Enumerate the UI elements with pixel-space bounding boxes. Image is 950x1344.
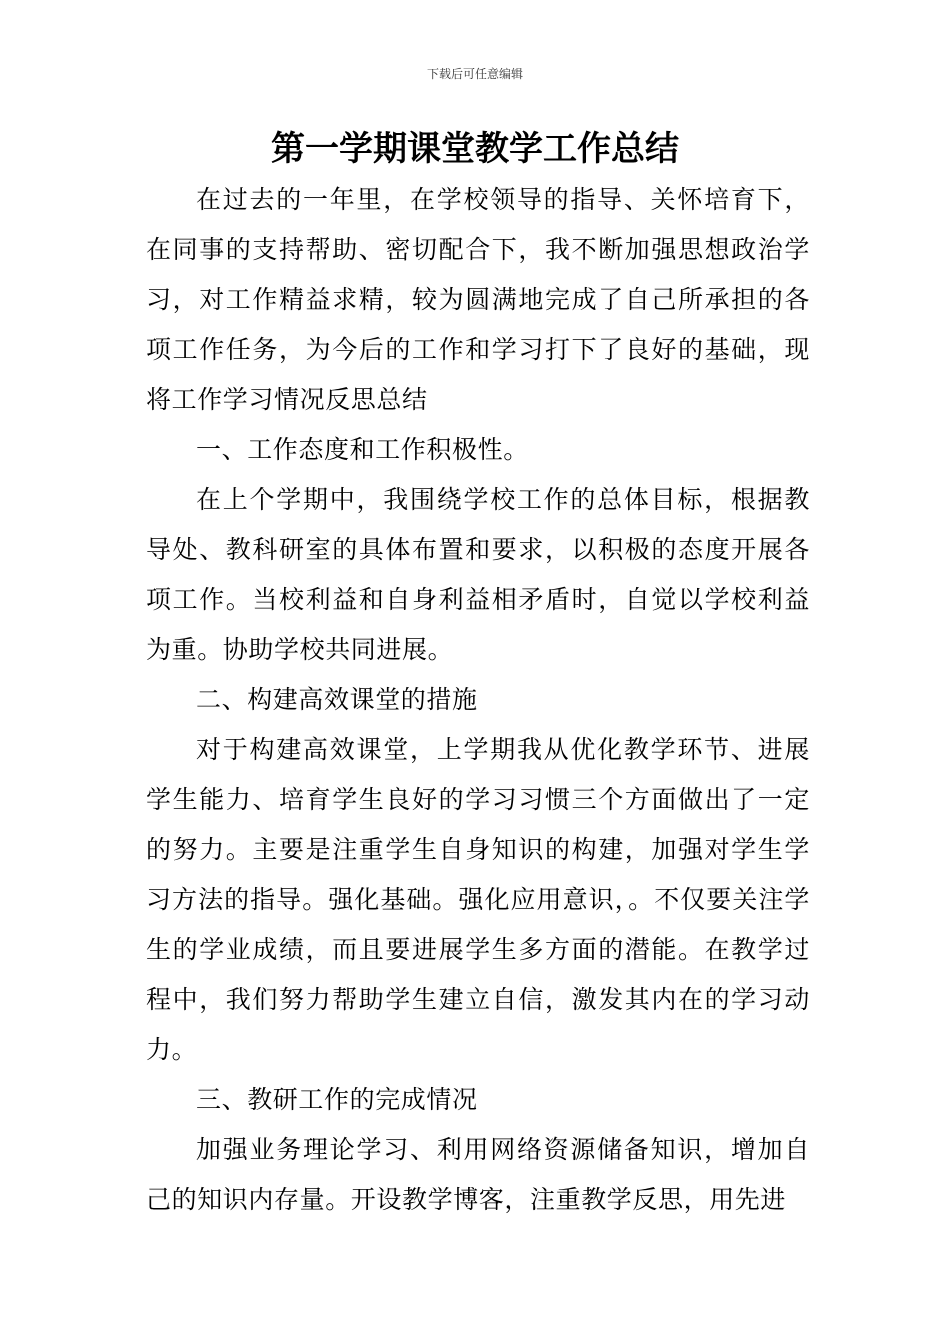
document-title: 第一学期课堂教学工作总结 xyxy=(271,129,679,169)
section-paragraph-1: 在上个学期中，我围绕学校工作的总体目标，根据教导处、教科研室的具体布置和要求，以积极的态度开展各项工作。当校利益和自身利益相矛盾时，自觉以学校利益为重。协助学校共同进展。 xyxy=(146,485,810,664)
section-paragraph-2: 对于构建高效课堂，上学期我从优化教学环节、进展学生能力、培育学生良好的学习习惯三个方面做出了一定的努力。主要是注重学生自身知识的构建，加强对学生学习方法的指导。强化基础。强化应用意识，。不仅要关注学生的学业成绩，而且要进展学生多方面的潜能。在教学过程中，我们努力帮助学生建立自信，激发其内在的学习动力。 xyxy=(146,735,810,1064)
intro-paragraph: 在过去的一年里，在学校领导的指导、关怀培育下，在同事的支持帮助、密切配合下，我不断加强思想政治学习，对工作精益求精，较为圆满地完成了自己所承担的各项工作任务，为今后的工作和学习打下了良好的基础，现将工作学习情况反思总结 xyxy=(146,185,810,414)
header-note: 下载后可任意编辑 xyxy=(426,67,523,81)
section-paragraph-3: 加强业务理论学习、利用网络资源储备知识，增加自己的知识内存量。开设教学博客，注重教学反思，用先进 xyxy=(146,1135,810,1214)
section-heading-2: 二、构建高效课堂的措施 xyxy=(196,685,478,714)
section-heading-1: 一、工作态度和工作积极性。 xyxy=(196,435,529,464)
document-body xyxy=(146,175,810,1225)
section-heading-3: 三、教研工作的完成情况 xyxy=(196,1085,478,1114)
